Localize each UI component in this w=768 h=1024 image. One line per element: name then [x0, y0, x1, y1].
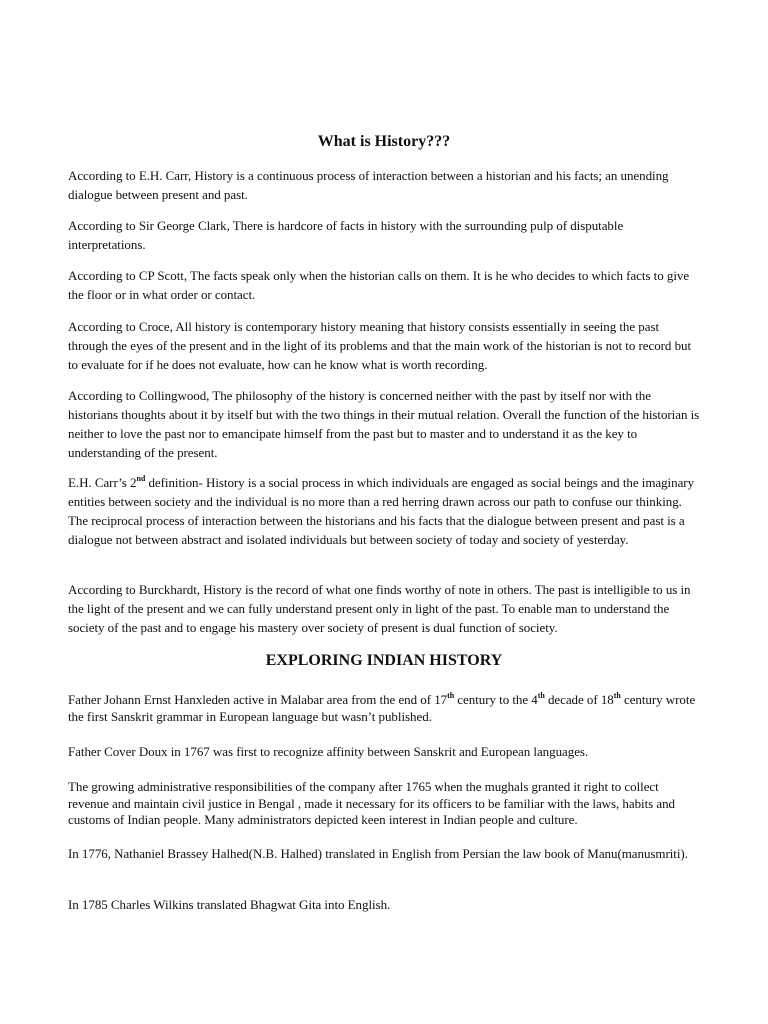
hanxleden-text-3: decade of 18 — [544, 692, 614, 707]
paragraph-hanxleden — [68, 692, 700, 725]
paragraph-cover-doux: Father Cover Doux in 1767 was first to recognize affinity between Sanskrit and European languages. — [68, 744, 589, 759]
paragraph-administration: The growing administrative responsibilities of the company after 1765 when the mughals granted it right to collect revenue and maintain civil justice in Bengal , made it necessary for its officers to be familiar with the laws, habits and customs of Indian people. Many administrators depicted keen interest in Indian people and culture. — [68, 779, 676, 827]
carr2-text-start: E.H. Carr’s 2 — [68, 475, 137, 490]
carr2-text-rest: definition- History is a social process in which individuals are engaged as social beings and the imaginary entities between society and the individual is no more than a red herring drawn across our path to confuse our thinking. The reciprocal process of interaction between the historians and his facts that the dialogue between present and past is a dialogue not between abstract and isolated individuals but between society of today and society of yesterday. — [68, 475, 695, 547]
hanxleden-sup-1: th — [447, 690, 455, 700]
paragraph-wilkins: In 1785 Charles Wilkins translated Bhagwat Gita into English. — [68, 897, 391, 912]
carr2-superscript: nd — [136, 473, 146, 483]
hanxleden-sup-3: th — [613, 690, 621, 700]
hanxleden-text-1: Father Johann Ernst Hanxleden active in Malabar area from the end of 17 — [68, 692, 448, 707]
paragraph-carr-second-definition — [68, 473, 700, 549]
paragraph-carr: According to E.H. Carr, History is a continuous process of interaction between a historian and his facts; an unending dialogue between present and past. — [68, 168, 669, 202]
paragraph-burckhardt: According to Burckhardt, History is the record of what one finds worthy of note in others. The past is intelligible to us in the light of the present and we can fully understand present only in light of the past. To enable man to understand the society of the past and to engage his mastery over society of present is dual function of society. — [68, 582, 691, 635]
paragraph-scott: According to CP Scott, The facts speak only when the historian calls on them. It is he who decides to which facts to give the floor or in what order or contact. — [68, 268, 690, 302]
hanxleden-text-2: century to the 4 — [454, 692, 538, 707]
paragraph-clark: According to Sir George Clark, There is hardcore of facts in history with the surrounding pulp of disputable interpretations. — [68, 218, 624, 252]
hanxleden-text-4: century wrote the first Sanskrit grammar in European language but wasn’t published. — [68, 692, 696, 724]
section-title-exploring-indian-history: EXPLORING INDIAN HISTORY — [265, 652, 503, 669]
paragraph-croce: According to Croce, All history is contemporary history meaning that history consists essentially in seeing the past through the eyes of the present and in the light of its problems and that the main work of the historian is not to record but to evaluate for if he does not evaluate, how can he know what is worth recording. — [68, 319, 692, 372]
paragraph-halhed: In 1776, Nathaniel Brassey Halhed(N.B. Halhed) translated in English from Persian the law book of Manu(manusmriti). — [68, 846, 688, 861]
hanxleden-sup-2: th — [537, 690, 545, 700]
section-title-what-is-history: What is History??? — [317, 133, 451, 150]
paragraph-collingwood: According to Collingwood, The philosophy of the history is concerned neither with the past by itself nor with the historians thoughts about it by itself but with the two things in their mutual relation. Overall the function of the historian is neither to love the past nor to emancipate himself from the past but to master and to understand it as the key to understanding of the present. — [68, 388, 700, 460]
